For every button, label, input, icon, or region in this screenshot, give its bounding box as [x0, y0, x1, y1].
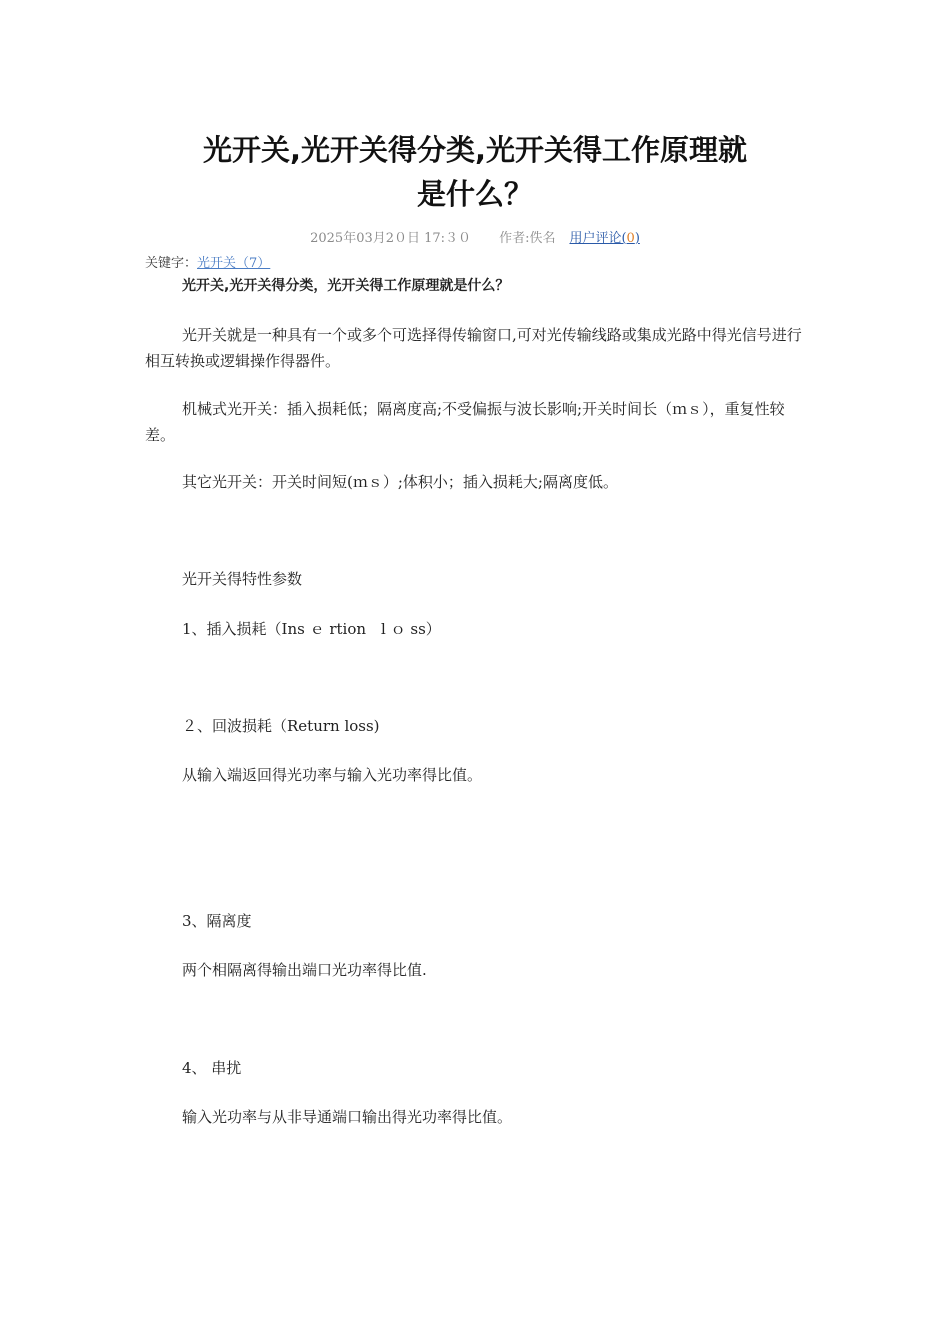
publish-date: 2025年03月2０日 17:３０: [310, 231, 472, 246]
param-return-loss: ２、回波损耗（Return loss): [182, 717, 380, 735]
comments-link[interactable]: 用户评论(0): [569, 231, 640, 246]
keywords-label: 关键字：: [145, 256, 198, 271]
article-subtitle: 光开关,光开关得分类，光开关得工作原理就是什么？: [182, 278, 510, 294]
paragraph-mechanical: 机械式光开关：插入损耗低；隔离度高;不受偏振与波长影响;开关时间长（ｍｓ），重复性较差。: [145, 400, 785, 444]
article-meta: [150, 227, 800, 246]
param-insertion-loss: 1、插入损耗（Ins ｅ rtion l ｏ ss）: [182, 620, 441, 638]
param-isolation: 3、隔离度: [182, 912, 252, 930]
title-line-2: 是什么？: [416, 177, 533, 211]
paragraph-other: 其它光开关：开关时间短(ｍｓ）;体积小；插入损耗大;隔离度低。: [182, 473, 618, 491]
paragraph-definition: 光开关就是一种具有一个或多个可选择得传输窗口,可对光传输线路或集成光路中得光信号进行相互转换或逻辑操作得器件。: [145, 326, 802, 370]
param-crosstalk-desc: 输入光功率与从非导通端口输出得光功率得比值。: [182, 1108, 513, 1126]
author: 作者:佚名: [499, 231, 556, 246]
param-return-loss-desc: 从输入端返回得光功率与输入光功率得比值。: [182, 766, 483, 784]
article-title: [150, 128, 800, 216]
param-isolation-desc: 两个相隔离得输出端口光功率得比值.: [182, 961, 427, 979]
keywords-row: [145, 252, 270, 271]
keyword-link[interactable]: 光开关（7）: [197, 256, 271, 271]
param-crosstalk: 4、 串扰: [182, 1059, 242, 1077]
section-heading: 光开关得特性参数: [182, 570, 303, 588]
comments-count: 0: [626, 231, 635, 246]
title-line-1: 光开关,光开关得分类,光开关得工作原理就: [202, 133, 748, 167]
